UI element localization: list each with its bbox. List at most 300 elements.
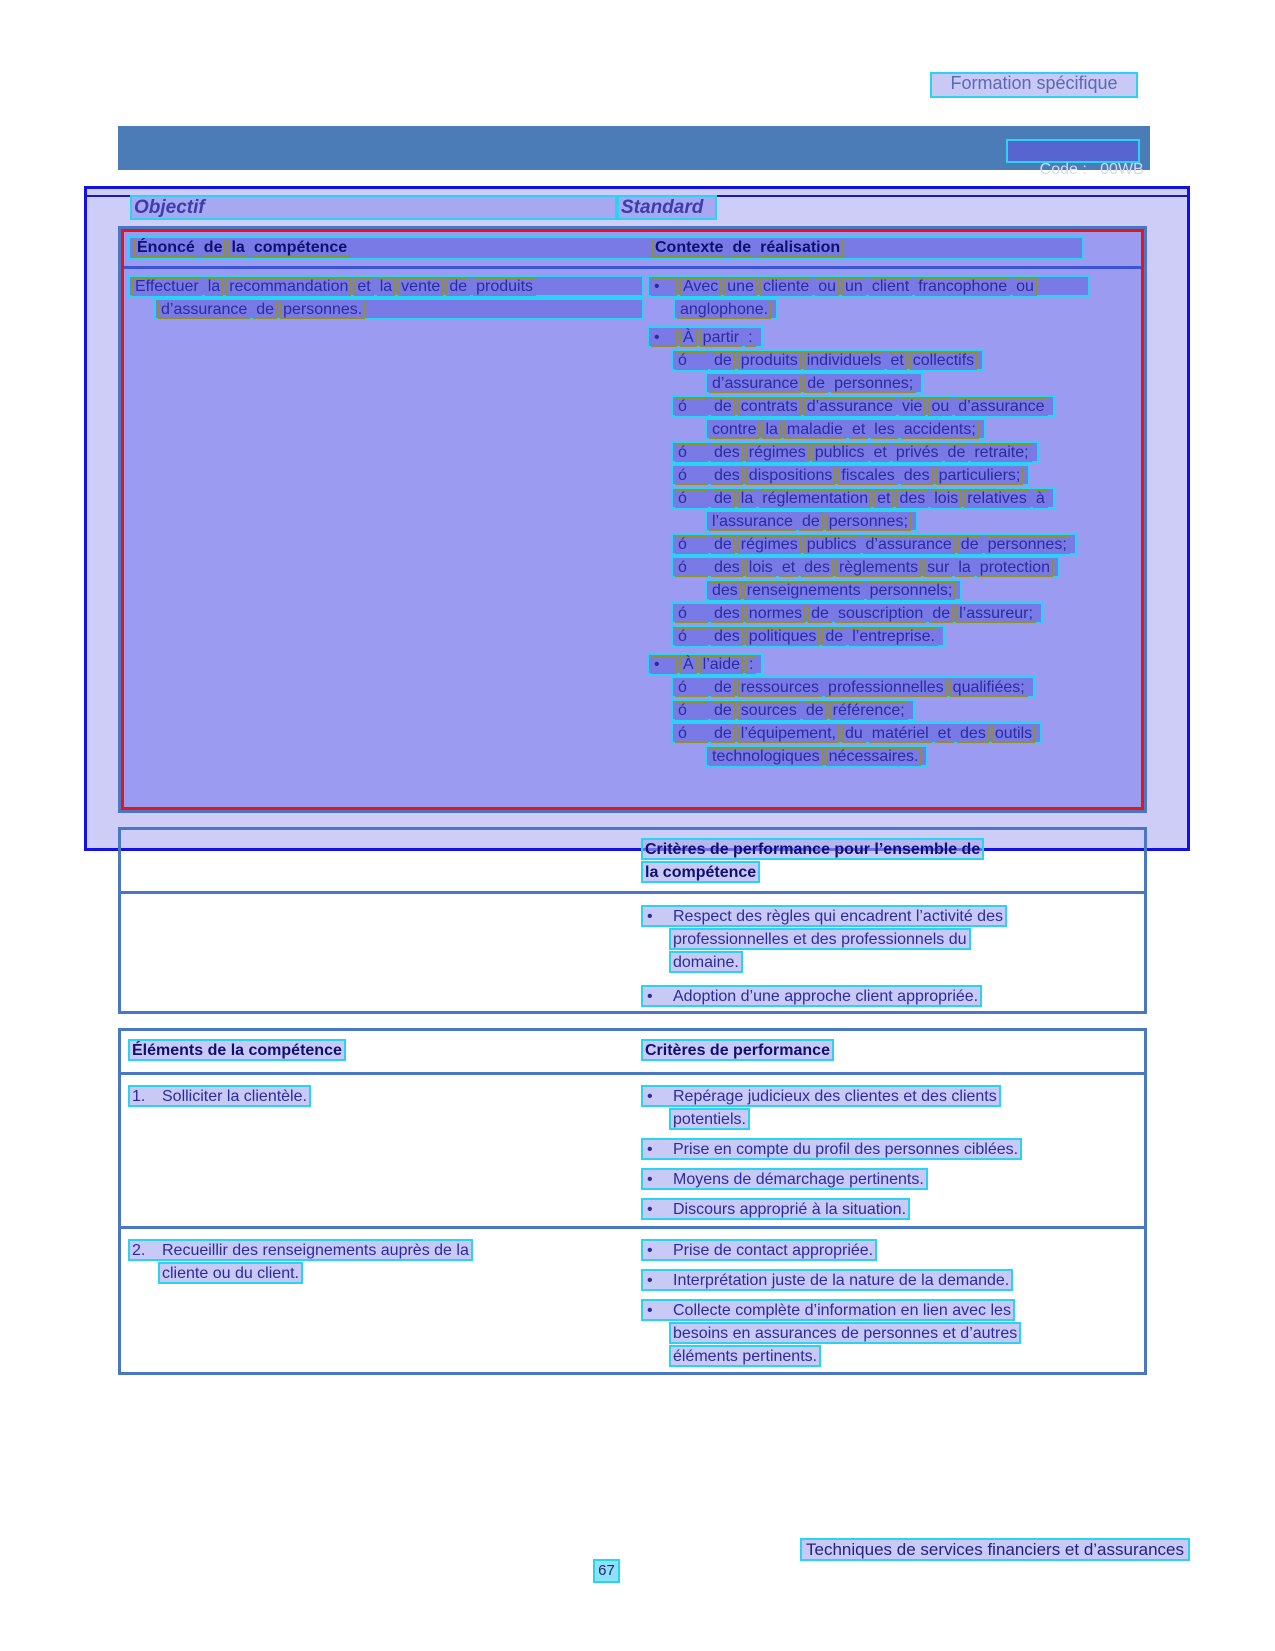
text-line (671, 722, 1090, 744)
text-line (641, 1085, 1121, 1107)
table3-header-left-text: Éléments de la compétence (132, 1042, 342, 1059)
table1-body (124, 269, 1141, 807)
footer-title (800, 1538, 1190, 1561)
word-box: de (799, 513, 823, 531)
word-box: de (711, 702, 735, 720)
word-box: anglophone. (677, 301, 771, 319)
highlight-box (647, 326, 763, 348)
word-box: de (446, 278, 470, 296)
word-box: individuels (804, 352, 885, 370)
sub-bullet-icon: ó (675, 467, 708, 485)
highlight-box (154, 298, 644, 320)
word-box: compétence (251, 239, 350, 257)
table3-header-left (128, 1039, 346, 1061)
list-item (641, 1085, 1121, 1130)
highlight-box (669, 928, 971, 950)
text-line (671, 464, 1090, 486)
word-box: vente (398, 278, 443, 296)
highlight-box (705, 418, 986, 440)
highlight-box (671, 556, 1060, 578)
text-line (671, 349, 1090, 371)
sub-bullet-icon: ó (675, 398, 708, 416)
word-box: des (957, 725, 989, 743)
word-box: des (711, 467, 743, 485)
sub-bullet-icon: ó (675, 559, 708, 577)
word-box: vie (899, 398, 925, 416)
text-line (705, 418, 1090, 440)
word-box: outils (992, 725, 1035, 743)
line-text: besoins en assurances de personnes et d’autres (673, 1325, 1018, 1342)
word-box: des (711, 559, 743, 577)
word-box: qualifiées; (950, 679, 1028, 697)
list-item (647, 275, 1090, 320)
text-line (641, 985, 1121, 1007)
word-box: accidents; (901, 421, 979, 439)
section-label (930, 72, 1138, 98)
word-box: Contexte (652, 239, 726, 257)
list-item (671, 556, 1090, 601)
word-box: des (711, 628, 743, 646)
word-box: contre (709, 421, 759, 439)
objectif-heading-text: Objectif (134, 197, 205, 218)
word-box: régimes (746, 444, 809, 462)
word-box: personnes; (826, 513, 911, 531)
highlight-box (641, 1168, 928, 1190)
list-item (641, 1269, 1121, 1291)
text-line (647, 653, 1090, 675)
line-text: Recueillir des renseignements auprès de la (162, 1242, 469, 1259)
word-box: protection (977, 559, 1053, 577)
text-line (705, 510, 1090, 532)
word-box: de (253, 301, 277, 319)
word-box: et (874, 490, 893, 508)
table3-row1-right (641, 1085, 1121, 1221)
word-box: renseignements (744, 582, 864, 600)
bullet-icon: • (651, 656, 677, 674)
word-box: des (711, 444, 743, 462)
page-number (593, 1559, 620, 1583)
word-box: Avec (680, 278, 721, 296)
table3-row1-left (128, 1085, 628, 1108)
word-box: publics (804, 536, 860, 554)
bullet-icon: • (647, 1088, 653, 1105)
bullet-icon: • (647, 1201, 653, 1218)
word-box: l’assurance (709, 513, 796, 531)
line-text: éléments pertinents. (673, 1348, 818, 1365)
word-box: personnels; (867, 582, 956, 600)
word-box: matériel (869, 725, 932, 743)
highlight-box (705, 745, 928, 767)
bullet-icon: • (647, 1242, 653, 1259)
word-box: de (822, 628, 846, 646)
word-box: des (901, 467, 933, 485)
text-line (128, 1085, 628, 1107)
competence-context-table (118, 226, 1147, 813)
highlight-box (641, 1085, 1001, 1107)
word-box: règlements (836, 559, 921, 577)
table3-row2-left (128, 1239, 628, 1285)
overall-criteria-table (118, 827, 1147, 1014)
word-box: professionnelles (825, 679, 947, 697)
table2-header-column (641, 838, 1121, 884)
word-box: de (929, 605, 953, 623)
table3-row-1 (121, 1075, 1144, 1229)
sub-bullet-icon: ó (675, 605, 708, 623)
word-box: à (1033, 490, 1048, 508)
word-box: recommandation (226, 278, 351, 296)
list-item (671, 602, 1090, 624)
word-box: des (709, 582, 741, 600)
code-badge-text: Code : 00WB (1039, 161, 1144, 178)
highlight-box (671, 722, 1042, 744)
word-box: Effectuer (132, 278, 202, 296)
word-box: et (935, 725, 954, 743)
list-item (641, 1239, 1121, 1261)
text-line (641, 1138, 1121, 1160)
text-line (671, 676, 1090, 698)
table2-body (121, 894, 1144, 1014)
word-box: de (711, 352, 735, 370)
text-line (669, 951, 1121, 973)
section-label-text: Formation spécifique (950, 73, 1118, 93)
word-box: la (955, 559, 973, 577)
word-box: et (887, 352, 906, 370)
word-box: de (711, 725, 735, 743)
objectif-heading (130, 195, 617, 220)
list-item (647, 326, 1090, 348)
line-text: Solliciter la clientèle. (162, 1088, 307, 1105)
word-box: ou (1013, 278, 1037, 296)
line-text: cliente ou du client. (162, 1265, 299, 1282)
word-box: dispositions (746, 467, 836, 485)
highlight-box (705, 372, 923, 394)
highlight-box (641, 861, 760, 883)
word-box: produits (473, 278, 536, 296)
item-number: 2. (132, 1242, 146, 1259)
word-box: des (711, 605, 743, 623)
highlight-box (641, 1269, 1013, 1291)
word-box: particuliers; (936, 467, 1024, 485)
word-box: les (871, 421, 897, 439)
highlight-box (641, 1239, 877, 1261)
highlight-box (669, 951, 743, 973)
page-number-text: 67 (598, 1562, 615, 1579)
line-text: Respect des règles qui encadrent l’activité des (673, 908, 1003, 925)
table1-header-right (652, 239, 846, 257)
word-box: de (201, 239, 226, 257)
text-line (705, 745, 1090, 767)
text-line (671, 602, 1090, 624)
word-box: politiques (746, 628, 820, 646)
highlight-box (671, 441, 1039, 463)
word-box: Énoncé (134, 239, 198, 257)
text-line (641, 1239, 1121, 1261)
line-text: Prise de contact appropriée. (673, 1242, 874, 1259)
word-box: relatives (964, 490, 1030, 508)
word-box: du (842, 725, 866, 743)
list-item (671, 349, 1090, 394)
word-box: À (680, 656, 697, 674)
table1-header-left (134, 239, 353, 257)
highlight-box (669, 1345, 821, 1367)
word-box: collectifs (910, 352, 977, 370)
text-block (128, 275, 644, 320)
word-box: d’assurance (955, 398, 1047, 416)
sub-bullet-icon: ó (675, 679, 708, 697)
table3-row-2 (121, 1229, 1144, 1372)
line-text: potentiels. (673, 1111, 746, 1128)
word-box: retraite; (971, 444, 1031, 462)
highlight-box (705, 510, 918, 532)
list-item (641, 905, 1121, 973)
line-text: Adoption d’une approche client appropriée. (673, 988, 979, 1005)
word-box: de (808, 605, 832, 623)
word-box: d’assurance (804, 398, 896, 416)
highlight-box (128, 275, 644, 297)
text-line (671, 395, 1090, 417)
text-line (669, 1108, 1121, 1130)
word-box: technologiques (709, 748, 823, 766)
word-box: la (205, 278, 223, 296)
bullet-icon: • (651, 278, 677, 296)
list-item (671, 441, 1090, 463)
word-box: la (738, 490, 756, 508)
word-box: et (354, 278, 373, 296)
line-text: Discours approprié à la situation. (673, 1201, 907, 1218)
word-box: de (711, 490, 735, 508)
line-text: Collecte complète d’information en lien avec les (673, 1302, 1011, 1319)
word-box: de (711, 536, 735, 554)
standard-heading (617, 195, 717, 220)
highlight-box (647, 275, 1090, 297)
highlight-box (641, 1299, 1015, 1321)
word-box: des (801, 559, 833, 577)
text-line (671, 487, 1090, 509)
table3-header-right (641, 1039, 834, 1061)
sub-bullet-icon: ó (675, 702, 708, 720)
text-line (705, 579, 1090, 601)
line-text: la compétence (645, 864, 757, 881)
line-text: Repérage judicieux des clientes et des clients (673, 1088, 997, 1105)
text-line (671, 625, 1090, 647)
text-line (647, 275, 1090, 297)
word-box: souscription (835, 605, 926, 623)
elements-criteria-table (118, 1028, 1147, 1375)
list-item (641, 1299, 1121, 1367)
word-box: personnes; (985, 536, 1070, 554)
text-line (671, 533, 1090, 555)
list-item (671, 487, 1090, 532)
word-box: la (762, 421, 780, 439)
highlight-box (671, 699, 915, 721)
line-text: Prise en compte du profil des personnes ciblées. (673, 1141, 1019, 1158)
word-box: d’assurance (158, 301, 250, 319)
list-item (641, 1138, 1121, 1160)
sub-bullet-icon: ó (675, 444, 708, 462)
sub-bullet-icon: ó (675, 352, 708, 370)
word-box: lois (931, 490, 961, 508)
word-box: de (729, 239, 754, 257)
text-line (641, 861, 1121, 883)
word-box: nécessaires. (826, 748, 922, 766)
list-item (671, 395, 1090, 440)
word-box: maladie (784, 421, 846, 439)
highlight-box (641, 905, 1007, 927)
word-box: ou (815, 278, 839, 296)
list-item (671, 722, 1090, 767)
highlight-box (705, 579, 962, 601)
highlight-box (671, 533, 1077, 555)
line-text: Moyens de démarchage pertinents. (673, 1171, 924, 1188)
word-box: de (803, 702, 827, 720)
bullet-icon: • (647, 1272, 653, 1289)
table1-header-row (124, 232, 1141, 269)
highlight-box (128, 1085, 311, 1107)
highlight-box (671, 395, 1055, 417)
highlight-box (158, 1262, 303, 1284)
word-box: un (842, 278, 866, 296)
table1-right-column (647, 275, 1090, 768)
code-badge (1006, 139, 1144, 178)
word-box: lois (746, 559, 776, 577)
list-item (641, 1168, 1121, 1190)
text-block (641, 861, 1121, 883)
table1-header-highlight (128, 236, 1084, 260)
word-box: régimes (738, 536, 801, 554)
word-box: réglementation (759, 490, 871, 508)
highlight-box (671, 676, 1035, 698)
list-item (671, 464, 1090, 486)
bullet-icon: • (651, 329, 677, 347)
highlight-box (669, 1108, 750, 1130)
table3-header-right-text: Critères de performance (645, 1042, 830, 1059)
word-box: privés (893, 444, 942, 462)
text-line (647, 326, 1090, 348)
line-text: domaine. (673, 954, 739, 971)
table3-row2-right (641, 1239, 1121, 1368)
word-box: l’entreprise. (849, 628, 938, 646)
sub-bullet-icon: ó (675, 490, 708, 508)
text-line (673, 298, 1090, 320)
list-item (671, 625, 1090, 647)
word-box: contrats (738, 398, 801, 416)
table3-header-row (121, 1031, 1144, 1075)
line-text: Interprétation juste de la nature de la demande. (673, 1272, 1010, 1289)
word-box: cliente (760, 278, 812, 296)
text-line (641, 1198, 1121, 1220)
line-text: professionnelles et des professionnels du (673, 931, 967, 948)
list-item (671, 676, 1090, 698)
table2-header-row (121, 830, 1144, 894)
highlight-box (669, 1322, 1021, 1344)
bullet-icon: • (647, 988, 653, 1005)
text-line (705, 372, 1090, 394)
word-box: de (958, 536, 982, 554)
word-box: personnes; (831, 375, 916, 393)
highlight-box (671, 349, 984, 371)
text-block (128, 1239, 628, 1284)
word-box: normes (746, 605, 805, 623)
word-box: francophone (915, 278, 1010, 296)
sub-bullet-icon: ó (675, 628, 708, 646)
word-box: de (711, 398, 735, 416)
word-box: publics (812, 444, 868, 462)
bullet-icon: • (647, 1302, 653, 1319)
word-box: client (869, 278, 912, 296)
word-box: réalisation (757, 239, 843, 257)
highlight-box (647, 653, 763, 675)
text-line (671, 699, 1090, 721)
word-box: partir (700, 329, 742, 347)
footer-title-text: Techniques de services financiers et d’assurances (806, 1540, 1184, 1559)
word-box: d’assurance (863, 536, 955, 554)
word-box: produits (738, 352, 801, 370)
word-box: la (228, 239, 247, 257)
table2-right-column (641, 905, 1121, 1008)
highlight-box (641, 985, 982, 1007)
bullet-icon: • (647, 908, 653, 925)
word-box: ou (928, 398, 952, 416)
text-line (669, 1345, 1121, 1367)
text-line (641, 838, 1121, 860)
word-box: ressources (738, 679, 822, 697)
word-box: : (745, 329, 755, 347)
word-box: sur (924, 559, 952, 577)
list-item (641, 985, 1121, 1007)
standard-heading-text: Standard (621, 197, 704, 218)
title-bar (118, 126, 1150, 178)
highlight-box (671, 487, 1055, 509)
text-line (641, 1168, 1121, 1190)
list-item (671, 699, 1090, 721)
sub-bullet-icon: ó (675, 536, 708, 554)
word-box: l’assureur; (956, 605, 1036, 623)
word-box: de (945, 444, 969, 462)
text-line (641, 1299, 1121, 1321)
word-box: et (779, 559, 798, 577)
text-line (641, 905, 1121, 927)
competence-context-table-inner (121, 229, 1144, 810)
text-line (671, 556, 1090, 578)
text-line (671, 441, 1090, 463)
list-item (671, 533, 1090, 555)
text-line (158, 1262, 628, 1284)
highlight-box (641, 838, 984, 860)
highlight-box (641, 1198, 910, 1220)
line-text: Critères de performance pour l’ensemble de (645, 841, 981, 858)
list-item (647, 653, 1090, 675)
word-box: référence; (830, 702, 908, 720)
word-box: et (849, 421, 868, 439)
word-box: : (746, 656, 756, 674)
text-block (128, 1085, 628, 1107)
text-line (128, 1239, 628, 1261)
word-box: personnes. (280, 301, 365, 319)
word-box: et (871, 444, 890, 462)
word-box: des (896, 490, 928, 508)
text-line (128, 275, 644, 297)
highlight-box (671, 602, 1043, 624)
highlight-box (641, 1138, 1022, 1160)
highlight-box (128, 1239, 473, 1261)
word-box: la (377, 278, 395, 296)
word-box: l’aide (700, 656, 743, 674)
word-box: l’équipement, (738, 725, 839, 743)
sub-bullet-icon: ó (675, 725, 708, 743)
word-box: d’assurance (709, 375, 801, 393)
highlight-box (671, 464, 1030, 486)
highlight-box (671, 625, 945, 647)
